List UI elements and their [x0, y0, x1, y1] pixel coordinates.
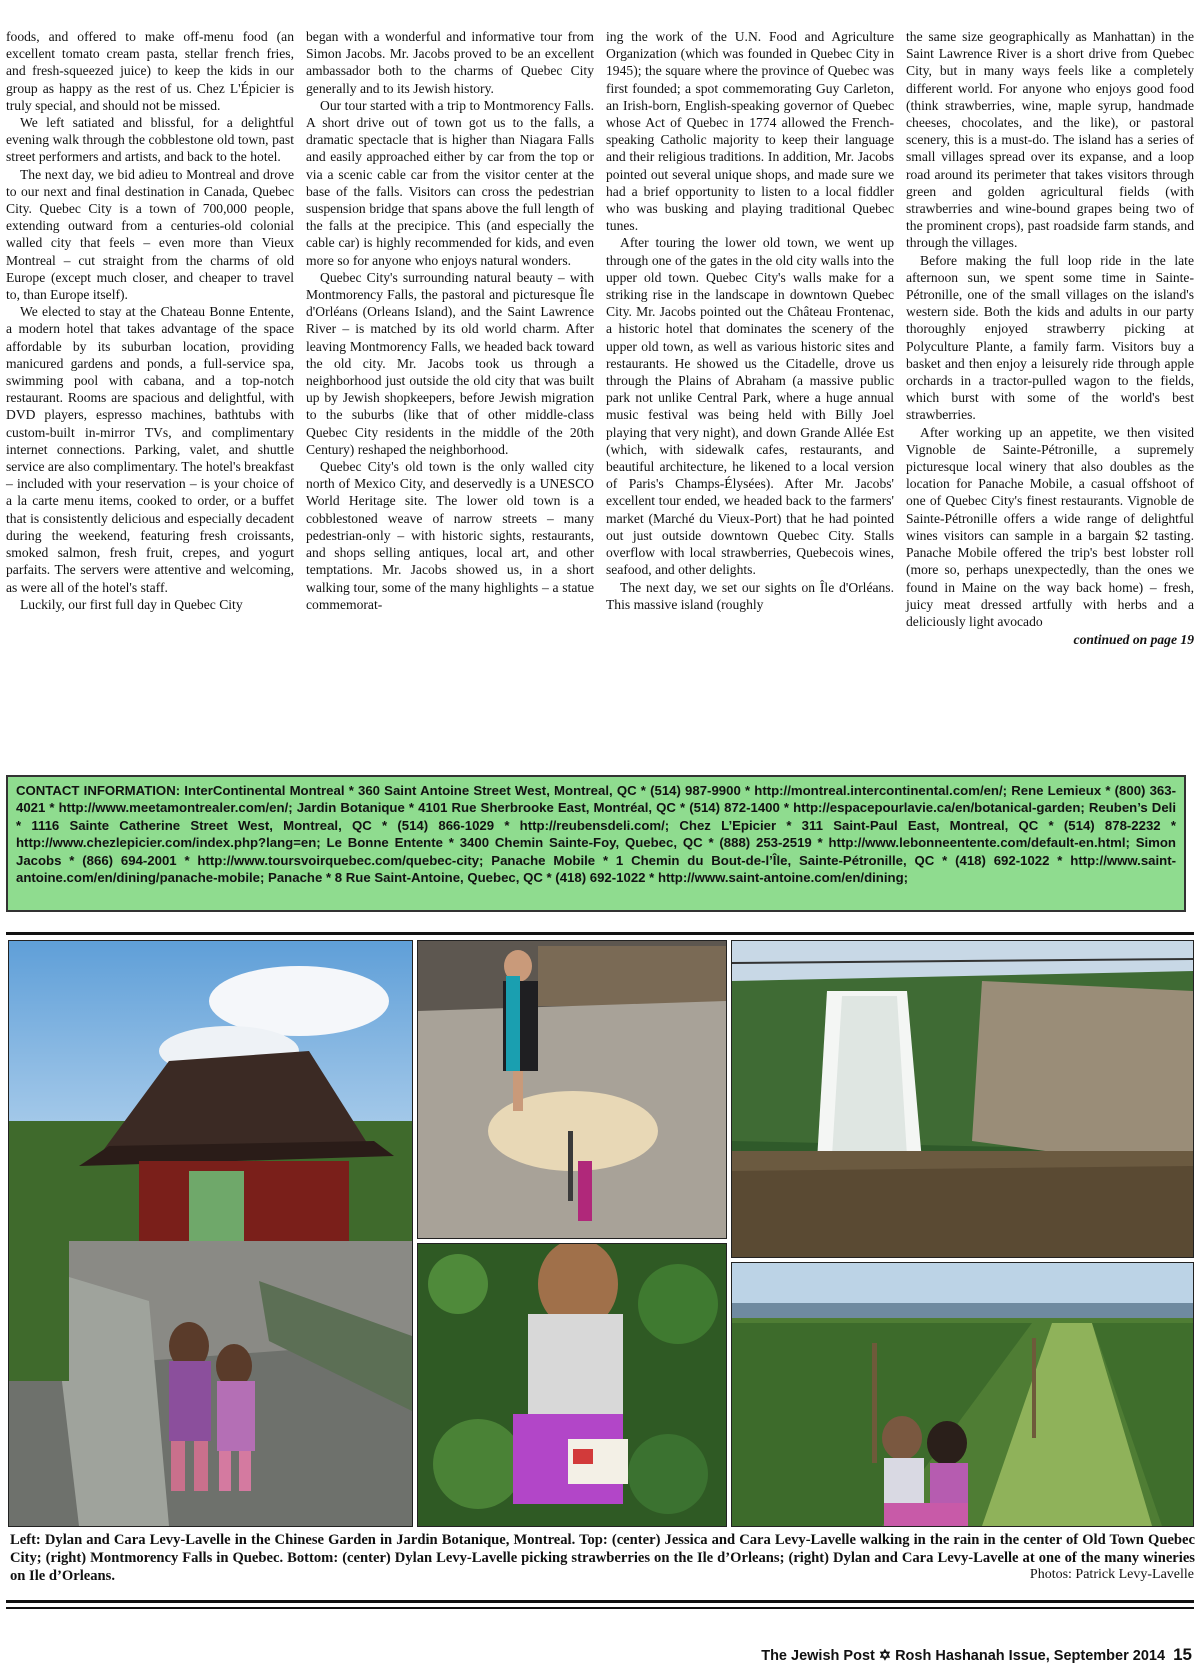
paragraph: ing the work of the U.N. Food and Agriculture Organization (which was founded in Quebec City in 1945); the square where the province of Quebec was first founded; a spot commemorating Guy Carleton, an Irish-born, English-speaking governor of Quebec whose Act of Quebec in 1774 allowed the French-speaking Catholic majority to keep their language and their religious traditions. In addition, Mr. Jacobs pointed out several unique shops, and made sure we had a brief opportunity to listen to a local fiddler who was busking and playing traditional Quebec tunes.	[606, 29, 894, 234]
article-column-2	[306, 28, 594, 758]
photo-strawberry-picking	[417, 1243, 727, 1527]
divider	[6, 1600, 1194, 1603]
article-column-3	[606, 28, 894, 758]
paragraph: Luckily, our first full day in Quebec City	[20, 596, 243, 612]
paragraph: Quebec City's old town is the only walled city north of Mexico City, and deservedly is a UNESCO World Heritage site. The lower old town is a cobblestoned weave of narrow streets – many pedestrian-only – with historic sights, restaurants, and shops selling antiques, local art, and other temptations. Mr. Jacobs showed us, in a short walking tour, some of the many highlights – a statue commemorat-	[306, 459, 594, 612]
paragraph: The next day, we bid adieu to Montreal and drove to our next and final destination in Canada, Quebec City. Quebec City is a town of 700,000 people, extending outward from a centuries-old colonial walled city that feels – even more than Vieux Montreal – cut straight from the charms of old Europe (except much closer, and cheaper to travel to, than Europe itself).	[6, 166, 294, 303]
photo-chinese-garden	[8, 940, 413, 1527]
paragraph: After touring the lower old town, we went up through one of the gates in the old city walls into the upper old town. Quebec City's walls make for a striking rise in the landscape in downtown Quebec City. Mr. Jacobs pointed out the Château Frontenac, a historic hotel that dominates the scenery of the upper old town, as well as various historic sites and restaurants. He showed us the Citadelle, drove us through the Plains of Abraham (a massive public park not unlike Central Park, where a huge annual music festival was being held with Billy Joel playing that very night), and down Grande Allée Est (which, with sidewalk cafes, restaurants, and beautiful architecture, he likened to a local version of Paris's Champs-Élysées). After Mr. Jacobs' excellent tour ended, we headed back to the farmers' market (Marché du Vieux-Port) that he had pointed out just outside downtown Quebec City. Stalls overflow with local strawberries, Quebecois wines, seafood, and other delights.	[606, 235, 894, 578]
article-column-1	[6, 28, 294, 758]
article-column-4	[906, 28, 1194, 758]
photo-caption: Left: Dylan and Cara Levy-Lavelle in the Chinese Garden in Jardin Botanique, Montreal. Top: (center) Jessica and Cara Levy-Lavelle walking in the rain in the center of Old Town Quebec City; (right) Montmorency Falls in Quebec. Bottom: (center) Dylan Levy-Lavelle picking strawberries on the Ile d’Orleans; (right) Dylan and Cara Levy-Lavelle at one of the many wineries on Ile d’Orleans.	[10, 1532, 1195, 1584]
paragraph: Our tour started with a trip to Montmorency Falls. A short drive out of town got us to the falls, a dramatic spectacle that is higher than Niagara Falls and easily approached either by car from the top or via a scenic cable car from the visitor center at the base of the falls. Visitors can cross the pedestrian suspension bridge that spans above the full length of the falls at the precipice. This (and especially the cable car) is highly recommended for kids, and even more so for anyone who enjoys natural wonders.	[306, 97, 594, 268]
paragraph: We elected to stay at the Chateau Bonne Entente, a modern hotel that takes advantage of the space affordable by its suburban location, providing manicured gardens and ponds, a full-service spa, swimming pool with cabana, and a top-notch restaurant. Rooms are spacious and delightful, with DVD players, espresso machines, bathtubs with custom-built in-mirror TVs, and complimentary internet connections. Parking, valet, and shuttle service are also complimentary. The hotel's breakfast – included with your reservation – is your choice of a la carte menu items, cooked to order, or a buffet that is consistently delicious and especially decadent during the weekend, featuring fresh croissants, smoked salmon, fresh fruit, crepes, and yogurt parfaits. The servers were attentive and welcoming, as were all of the hotel's staff.	[6, 304, 294, 595]
photo-montmorency-falls	[731, 940, 1194, 1258]
star-of-david-icon: ✡	[878, 1648, 892, 1664]
page-number: 15	[1173, 1645, 1192, 1664]
photo-old-town-rain	[417, 940, 727, 1239]
paragraph: The next day, we set our sights on Île d'Orléans. This massive island (roughly	[606, 579, 894, 612]
paragraph: Quebec City's surrounding natural beauty – with Montmorency Falls, the pastoral and picturesque Île d'Orléans (Orleans Island), and the Saint Lawrence River – is matched by its old world charm. After leaving Montmorency Falls, we headed back toward the old city. Mr. Jacobs took us through a neighborhood just outside the old city that was built up by Jewish shopkeepers, before Jewish migration to the suburbs (like that of other middle-class Quebec City residents in the middle of the 20th Century) reshaped the neighborhood.	[306, 269, 594, 457]
article-body	[6, 28, 1194, 758]
divider	[6, 1607, 1194, 1609]
paragraph: the same size geographically as Manhattan) in the Saint Lawrence River is a short drive from Quebec City, but in many ways feels like a completely different world. For anyone who enjoys good food (think strawberries, wine, maple syrup, handmade cheeses, chocolates, and the like), or pastoral scenery, this is a must-do. The island has a series of small villages spread over its expanse, and a loop road around its perimeter that takes visitors through green and golden agricultural fields (with strawberries and wine-bound grapes being two of the prominent crops), past roadside farm stands, and through the villages.	[906, 29, 1194, 251]
paragraph: We left satiated and blissful, for a delightful evening walk through the cobblestone old town, past street performers and artists, and back to the hotel.	[6, 115, 294, 165]
paragraph: Before making the full loop ride in the late afternoon sun, we spent some time in Sainte-Pétronille, one of the small villages on the island's western side. Both the kids and adults in our party thoroughly enjoyed strawberry picking at Polyculture Plante, a family farm. Visitors buy a basket and then enjoy a leisurely ride through apple orchards in a tractor-pulled wagon to the fields, which burst with some of the world's best strawberries.	[906, 252, 1194, 423]
continued-note: continued on page 19	[1073, 632, 1194, 648]
paragraph: foods, and offered to make off-menu food (an excellent tomato cream pasta, stellar french fries, and fresh-squeezed juice) to keep the kids in our group as happy as the rest of us. Chez L'Épicier is truly special, and should not be missed.	[6, 29, 294, 113]
photo-credit: Photos: Patrick Levy-Lavelle	[1029, 1567, 1194, 1582]
page-footer	[761, 1645, 1192, 1665]
publication-name: The Jewish Post	[761, 1648, 875, 1664]
paragraph: After working up an appetite, we then visited Vignoble de Sainte-Pétronille, a supremely picturesque local winery that also doubles as the location for Panache Mobile, a casual offshoot of one of Quebec City's finest restaurants. Vignoble de Sainte-Pétronille offers a wide range of delightful wines visitors can sample in a bargain $2 tasting. Panache Mobile offered the trip's best lobster roll (more so, perhaps unexpectedly, than the ones we found in Maine on the way back home) – fresh, juicy meat dressed artfully with herbs and a deliciously light avocado	[906, 424, 1194, 629]
paragraph: began with a wonderful and informative tour from Simon Jacobs. Mr. Jacobs proved to be an excellent ambassador both to the charms of Quebec City generally and to its Jewish history.	[306, 29, 594, 96]
contact-information-box: CONTACT INFORMATION: InterContinental Montreal * 360 Saint Antoine Street West, Montreal, QC * (514) 987-9900 * http://montreal.intercontinental.com/en/; Rene Lemieux * (800) 363-4021 * http://www.meetamontrealer.com/en/; Jardin Botanique * 4101 Rue Sherbrooke East, Montréal, QC * (514) 872-1400 * http://espacepourlavie.ca/en/botanical-garden; Reuben’s Deli * 1116 Sainte Catherine Street West, Montreal, QC * (514) 866-1029 * http://reubensdeli.com/; Chez L’Epicier * 311 Saint-Paul East, Montreal, QC * (514) 878-2232 * http://www.chezlepicier.com/index.php?lang=en; Le Bonne Entente * 3400 Chemin Sainte-Foy, Quebec, QC * (888) 253-2519 * http://www.lebonneentente.com/default-en.html; Simon Jacobs * (866) 694-2001 * http://www.toursvoirquebec.com/quebec-city; Panache Mobile * 1 Chemin du Bout-de-l’Île, Sainte-Pétronille, QC * (418) 692-1022 * http://www.saint-antoine.com/en/dining/panache-mobile; Panache * 8 Rue Saint-Antoine, Quebec, QC * (418) 692-1022 * http://www.saint-antoine.com/en/dining;	[6, 775, 1186, 912]
issue-date: Rosh Hashanah Issue, September 2014	[895, 1648, 1166, 1664]
photo-winery	[731, 1262, 1194, 1527]
divider	[6, 932, 1194, 935]
